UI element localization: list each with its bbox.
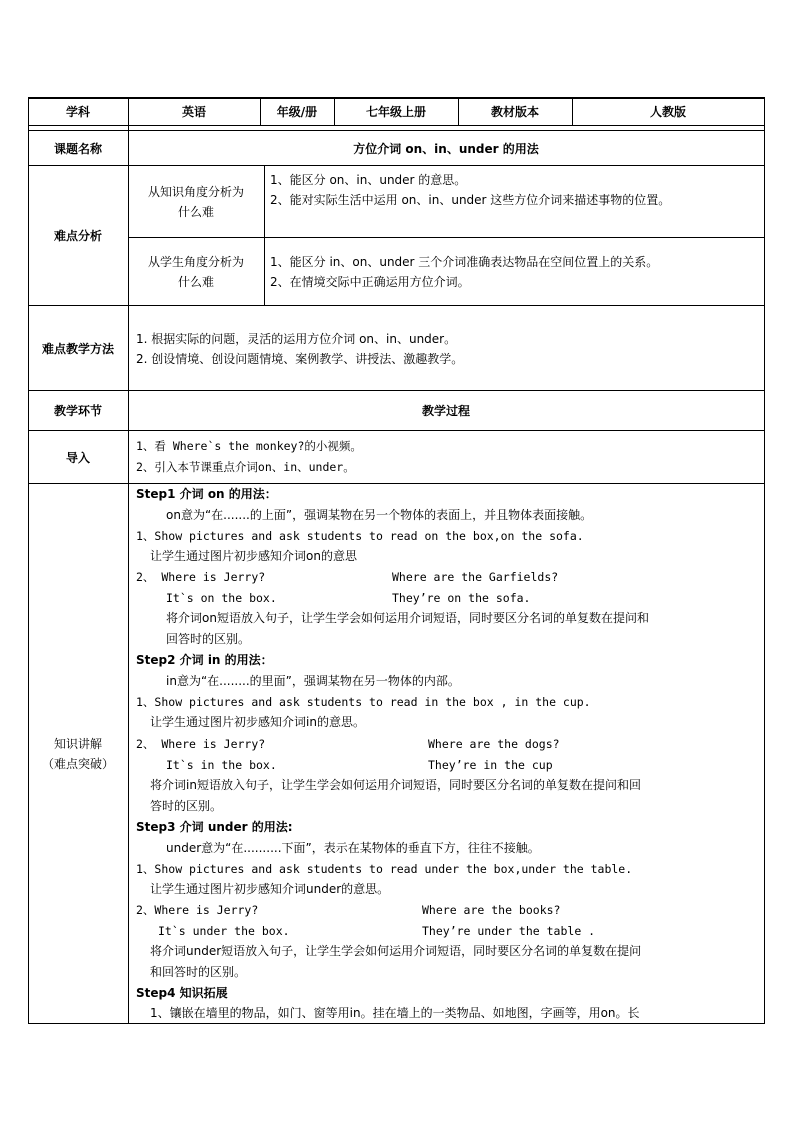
step1-answer1: It`s on the box.: [166, 591, 277, 605]
step3-meaning: under意为“在..........下面”，表示在某物体的垂直下方，往往不接触。: [166, 841, 540, 855]
student-angle-line2: 2、在情境交际中正确运用方位介词。: [270, 275, 470, 289]
column-divider: [264, 165, 265, 306]
step3-perceive: 让学生通过图片初步感知介词under的意思。: [150, 882, 390, 896]
step3-show: 1、Show pictures and ask students to read under the box,under the table.: [136, 862, 633, 876]
step2-answer1: It`s in the box.: [166, 758, 277, 772]
table-border-bottom: [28, 1023, 765, 1024]
edition-value: 人教版: [649, 105, 686, 119]
step3-note-line2: 和回答时的区别。: [150, 965, 247, 979]
knowledge-section-label: [28, 484, 128, 1023]
step2-meaning: in意为“在........的里面”，强调某物在另一物体的内部。: [166, 674, 460, 688]
step2-title: Step2 介词 in 的用法：: [136, 653, 273, 667]
grade-value: 七年级上册: [365, 105, 426, 119]
difficulty-label: 难点分析: [53, 229, 102, 243]
step3-question2: Where are the books?: [422, 903, 561, 917]
step1-question2: Where are the Garfields?: [392, 570, 559, 584]
step1-note-line2: 回答时的区别。: [166, 632, 251, 646]
step1-note-line1: 将介词on短语放入句子，让学生学会如何运用介词短语，同时要区分名词的单复数在提问和: [166, 611, 649, 625]
row-divider: [28, 125, 765, 126]
stage-header: 教学环节: [53, 404, 102, 418]
step3-answer1: It`s under the box.: [158, 924, 290, 938]
student-angle-label: [128, 238, 264, 305]
step4-line1: 1、镶嵌在墙里的物品，如门、窗等用in。挂在墙上的一类物品、如地图，字画等，用on。长: [150, 1006, 640, 1020]
method-line2: 2. 创设情境、创设问题情境、案例教学、讲授法、激趣教学。: [136, 352, 464, 366]
knowledge-angle-label: [128, 166, 264, 237]
step2-show: 1、Show pictures and ask students to read in the box , in the cup.: [136, 695, 591, 709]
step3-note-line1: 将介词under短语放入句子，让学生学会如何运用介词短语，同时要区分名词的单复数在提问: [150, 944, 642, 958]
knowledge-angle-label-line2: 什么难: [177, 204, 214, 219]
step1-question1: 2、 Where is Jerry?: [136, 570, 266, 584]
intro-label: 导入: [65, 450, 90, 465]
subject-value: 英语: [181, 105, 206, 119]
grade-label: 年级/册: [276, 105, 318, 119]
knowledge-angle-line1: 1、能区分 on、in、under 的意思。: [270, 173, 467, 187]
step2-note-line2: 答时的区别。: [150, 799, 223, 813]
knowledge-angle-label-line1: 从知识角度分析为: [147, 184, 244, 199]
step2-question1: 2、 Where is Jerry?: [136, 737, 266, 751]
step4-title: Step4 知识拓展: [136, 986, 228, 1000]
student-angle-line1: 1、能区分 in、on、under 三个介词准确表达物品在空间位置上的关系。: [270, 255, 659, 269]
step1-title: Step1 介词 on 的用法：: [136, 487, 277, 501]
step1-show: 1、Show pictures and ask students to read on the box,on the sofa.: [136, 529, 584, 543]
step1-perceive: 让学生通过图片初步感知介词on的意思: [150, 549, 357, 563]
step2-perceive: 让学生通过图片初步感知介词in的意思。: [150, 715, 365, 729]
edition-label: 教材版本: [490, 105, 539, 119]
step1-answer2: They’re on the sofa.: [392, 591, 531, 605]
student-angle-label-line2: 什么难: [177, 274, 214, 289]
knowledge-angle-line2: 2、能对实际生活中运用 on、in、under 这些方位介词来描述事物的位置。: [270, 193, 671, 207]
intro-line2: 2、引入本节课重点介词on、in、under。: [136, 460, 355, 474]
row-divider: [28, 430, 765, 431]
step3-answer2: They’re under the table .: [422, 924, 596, 938]
topic-label: 课题名称: [53, 141, 102, 156]
step2-question2: Where are the dogs?: [428, 737, 560, 751]
step3-question1: 2、Where is Jerry?: [136, 903, 259, 917]
intro-line1: 1、看 Where`s the monkey?的小视频。: [136, 439, 362, 453]
method-label: 难点教学方法: [41, 341, 114, 356]
knowledge-section-label-line1: 知识讲解: [53, 736, 102, 751]
row-divider: [28, 305, 765, 306]
process-header: 教学过程: [421, 404, 470, 418]
step2-note-line1: 将介词in短语放入句子，让学生学会如何运用介词短语，同时要区分名词的单复数在提问和回: [150, 778, 641, 792]
step1-meaning: on意为“在.......的上面”，强调某物在另一个物体的表面上，并且物体表面接触。: [166, 508, 593, 522]
method-line1: 1. 根据实际的问题，灵活的运用方位介词 on、in、under。: [136, 332, 457, 346]
subject-label: 学科: [65, 105, 90, 119]
step3-title: Step3 介词 under 的用法:: [136, 820, 293, 834]
step2-answer2: They’re in the cup: [428, 758, 553, 772]
student-angle-label-line1: 从学生角度分析为: [147, 254, 244, 269]
table-border-right: [764, 97, 765, 1024]
topic-value: 方位介词 on、in、under 的用法: [353, 141, 539, 156]
knowledge-section-label-line2: （难点突破）: [41, 756, 114, 771]
